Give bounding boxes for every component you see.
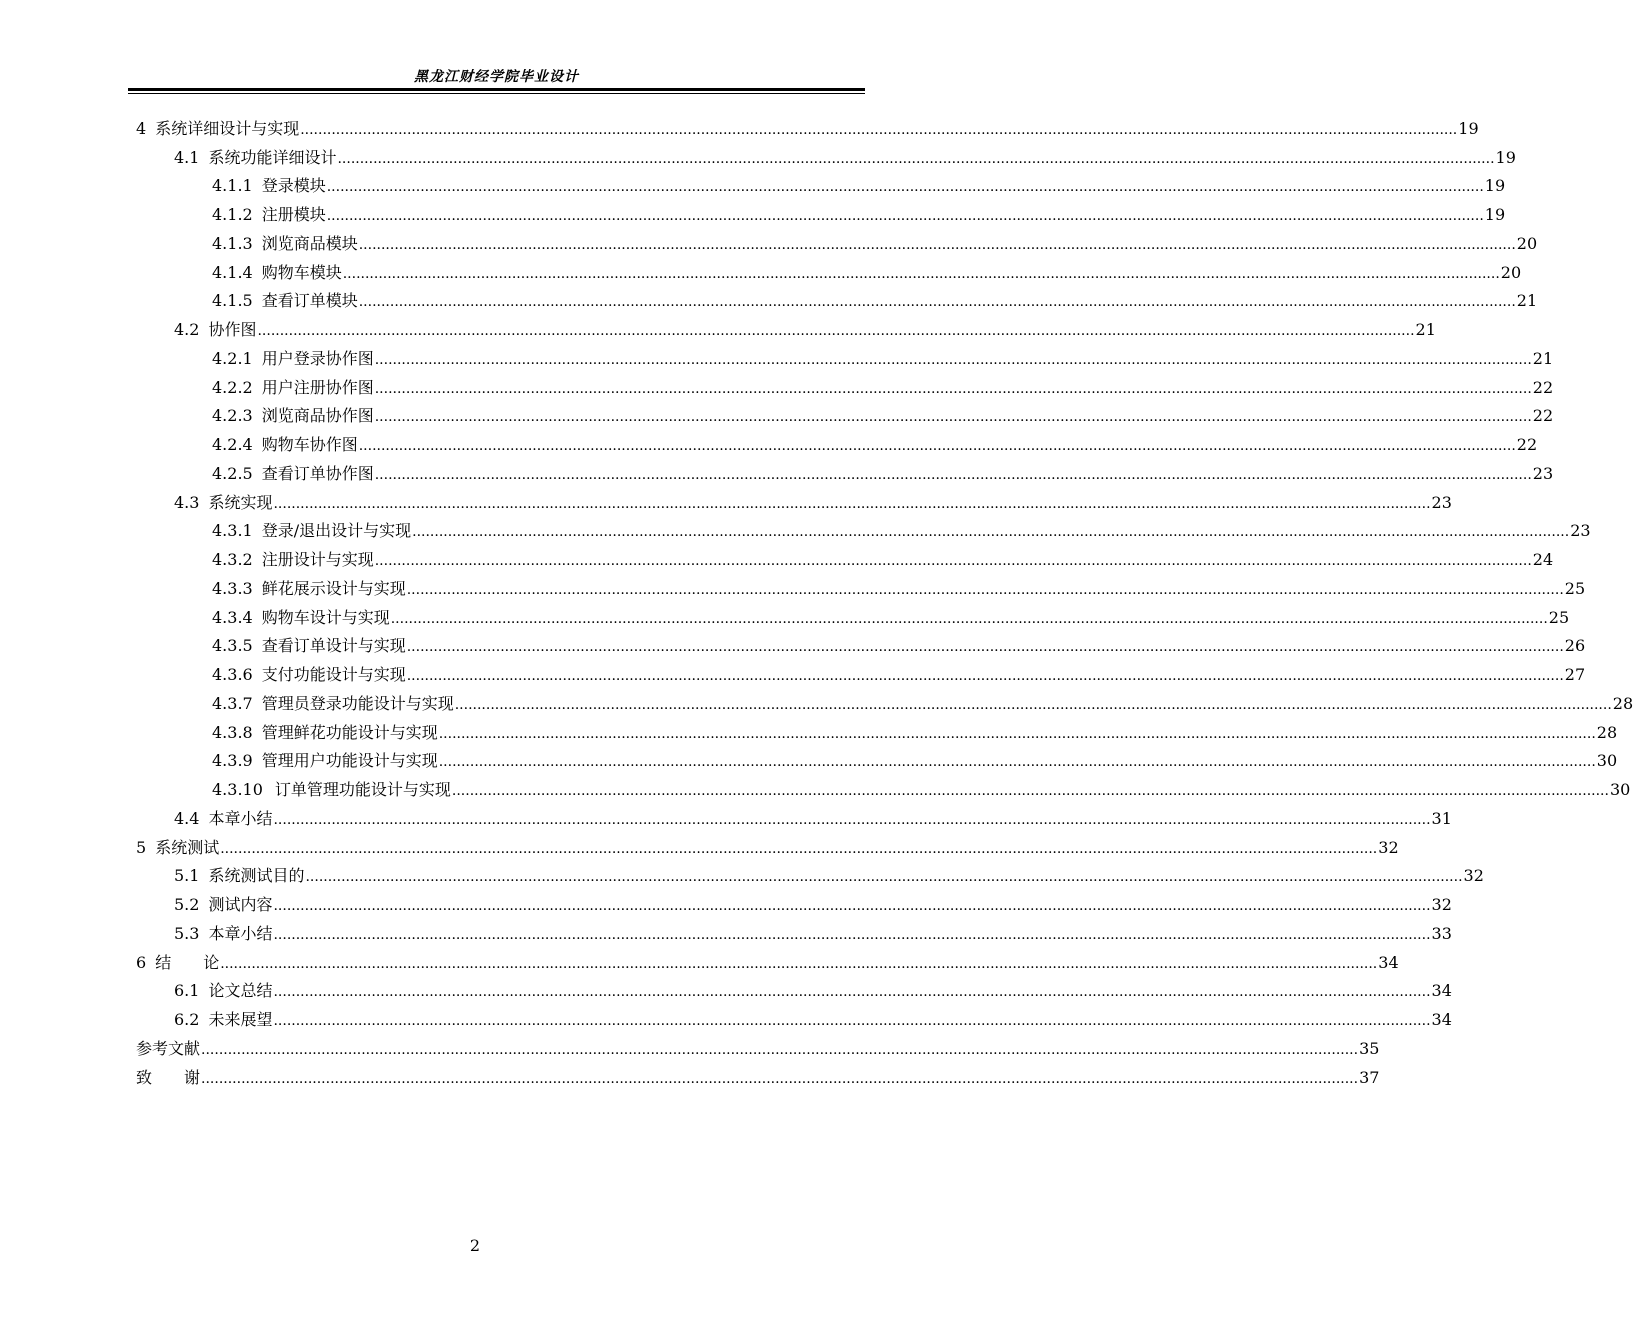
toc-entry-title: 本章小结 xyxy=(208,923,273,943)
toc-entry[interactable] xyxy=(136,459,1554,488)
toc-dot-leader: .................................................................................................................................................................................................................................................................... xyxy=(451,783,1609,799)
toc-entry-title: 购物车设计与实现 xyxy=(261,607,390,627)
toc-entry-page: 31 xyxy=(1431,808,1452,828)
toc-entry-number: 4.2.4 xyxy=(212,435,253,454)
toc-entry-number: 4.3.3 xyxy=(212,578,253,598)
toc-entry[interactable] xyxy=(136,430,1538,459)
toc-entry[interactable] xyxy=(136,373,1554,402)
toc-entry[interactable] xyxy=(136,545,1554,574)
toc-entry-page: 28 xyxy=(1612,693,1633,713)
toc-entry-page: 19 xyxy=(1458,118,1479,138)
toc-entry-title: 购物车模块 xyxy=(261,262,342,282)
toc-entry-title: 查看订单协作图 xyxy=(261,463,374,483)
toc-dot-leader: .................................................................................................................................................................................................................................................................... xyxy=(358,438,1516,454)
toc-entry[interactable] xyxy=(136,718,1618,747)
toc-dot-leader: .................................................................................................................................................................................................................................................................... xyxy=(358,294,1516,311)
toc-dot-leader: .................................................................................................................................................................................................................................................................... xyxy=(305,869,1463,886)
toc-dot-leader: .................................................................................................................................................................................................................................................................... xyxy=(406,639,1564,656)
toc-entry-title: 购物车协作图 xyxy=(261,435,358,454)
toc-entry-title: 系统测试目的 xyxy=(208,866,305,886)
toc-entry[interactable] xyxy=(136,919,1452,948)
toc-dot-leader: .................................................................................................................................................................................................................................................................... xyxy=(406,581,1564,598)
toc-entry[interactable] xyxy=(136,315,1436,344)
toc-entry-number: 4 xyxy=(136,118,147,138)
toc-entry-number: 4.1 xyxy=(174,147,200,167)
toc-entry-page: 34 xyxy=(1431,1010,1452,1029)
toc-entry[interactable] xyxy=(136,488,1452,517)
toc-entry-title: 管理用户功能设计与实现 xyxy=(261,751,438,771)
toc-entry-title: 协作图 xyxy=(208,320,257,339)
toc-entry-number: 4.2.2 xyxy=(212,377,253,397)
toc-dot-leader: .................................................................................................................................................................................................................................................................... xyxy=(374,380,1532,397)
toc-entry-number: 4.1.1 xyxy=(212,176,253,196)
toc-entry-number: 4.1.2 xyxy=(212,205,253,224)
toc-entry-page: 23 xyxy=(1532,463,1554,483)
toc-entry-page: 32 xyxy=(1431,895,1452,914)
toc-dot-leader: .................................................................................................................................................................................................................................................................... xyxy=(342,265,1500,282)
header-rule-thin xyxy=(128,93,865,94)
toc-entry-number: 4.3.2 xyxy=(212,550,253,569)
toc-entry[interactable] xyxy=(136,1005,1452,1034)
toc-entry-page: 33 xyxy=(1431,923,1452,943)
toc-entry[interactable] xyxy=(136,689,1633,718)
toc-dot-leader: .................................................................................................................................................................................................................................................................... xyxy=(374,409,1532,426)
toc-entry[interactable] xyxy=(136,890,1452,919)
toc-entry-number: 4.3.5 xyxy=(212,636,253,656)
toc-entry-page: 21 xyxy=(1516,291,1538,311)
toc-entry-title: 参考文献 xyxy=(136,1038,201,1058)
toc-entry-number: 5.2 xyxy=(174,895,200,914)
toc-entry[interactable] xyxy=(136,402,1554,431)
toc-entry[interactable] xyxy=(136,632,1586,661)
toc-entry-number: 4.3.1 xyxy=(212,521,253,541)
toc-dot-leader: .................................................................................................................................................................................................................................................................... xyxy=(438,725,1596,742)
toc-entry-page: 27 xyxy=(1564,665,1586,684)
toc-entry[interactable] xyxy=(136,747,1618,776)
table-of-contents xyxy=(136,114,1633,1092)
toc-entry-page: 22 xyxy=(1532,377,1554,397)
toc-entry-number: 4.3.6 xyxy=(212,665,253,684)
toc-entry-title: 查看订单模块 xyxy=(261,291,358,311)
toc-entry[interactable] xyxy=(136,114,1479,143)
toc-entry-title: 浏览商品协作图 xyxy=(261,406,374,426)
toc-entry[interactable] xyxy=(136,172,1506,201)
toc-dot-leader: .................................................................................................................................................................................................................................................................... xyxy=(390,610,1548,627)
toc-entry-title: 管理鲜花功能设计与实现 xyxy=(261,722,438,742)
toc-entry-page: 20 xyxy=(1500,262,1522,282)
toc-entry-title: 未来展望 xyxy=(208,1010,273,1029)
toc-dot-leader: .................................................................................................................................................................................................................................................................... xyxy=(454,696,1612,713)
toc-entry-title: 用户登录协作图 xyxy=(261,348,374,368)
toc-dot-leader: .................................................................................................................................................................................................................................................................... xyxy=(273,984,1431,1001)
toc-dot-leader: .................................................................................................................................................................................................................................................................... xyxy=(337,150,1495,167)
toc-entry-number: 4.3.9 xyxy=(212,751,253,771)
toc-entry[interactable] xyxy=(136,775,1631,804)
toc-entry-title: 测试内容 xyxy=(208,895,273,914)
toc-dot-leader: .................................................................................................................................................................................................................................................................... xyxy=(201,1070,1359,1087)
toc-entry-number: 5.1 xyxy=(174,866,200,886)
toc-dot-leader: .................................................................................................................................................................................................................................................................... xyxy=(273,811,1431,828)
toc-entry-page: 24 xyxy=(1532,550,1554,569)
toc-entry-page: 19 xyxy=(1484,205,1506,224)
toc-dot-leader: .................................................................................................................................................................................................................................................................... xyxy=(300,121,1458,138)
toc-dot-leader: .................................................................................................................................................................................................................................................................... xyxy=(374,351,1532,368)
toc-dot-leader: .................................................................................................................................................................................................................................................................... xyxy=(220,840,1378,857)
toc-entry[interactable] xyxy=(136,517,1591,546)
toc-entry-page: 30 xyxy=(1596,751,1618,771)
toc-dot-leader: .................................................................................................................................................................................................................................................................... xyxy=(358,236,1516,253)
toc-entry-page: 21 xyxy=(1532,348,1554,368)
header-rule xyxy=(128,88,865,91)
toc-entry-number: 4.3 xyxy=(174,492,200,512)
toc-entry-number: 4.3.7 xyxy=(212,693,253,713)
toc-entry-title: 支付功能设计与实现 xyxy=(261,665,406,684)
toc-entry[interactable] xyxy=(136,200,1506,229)
toc-entry-title: 系统功能详细设计 xyxy=(208,147,337,167)
toc-entry-title: 订单管理功能设计与实现 xyxy=(274,780,451,799)
toc-entry-page: 35 xyxy=(1359,1038,1380,1058)
toc-entry-number: 5 xyxy=(136,837,147,857)
toc-entry-title: 管理员登录功能设计与实现 xyxy=(261,693,454,713)
toc-entry-page: 19 xyxy=(1495,147,1516,167)
toc-entry-title: 致 谢 xyxy=(136,1067,201,1087)
toc-entry-page: 23 xyxy=(1431,492,1452,512)
toc-entry-number: 4.2 xyxy=(174,320,200,339)
toc-dot-leader: .................................................................................................................................................................................................................................................................... xyxy=(273,926,1431,943)
toc-dot-leader: .................................................................................................................................................................................................................................................................... xyxy=(374,466,1532,483)
toc-dot-leader: .................................................................................................................................................................................................................................................................... xyxy=(273,1013,1431,1029)
toc-dot-leader: .................................................................................................................................................................................................................................................................... xyxy=(326,208,1484,224)
toc-dot-leader: .................................................................................................................................................................................................................................................................... xyxy=(257,323,1415,339)
toc-entry-page: 25 xyxy=(1548,607,1570,627)
toc-entry-page: 34 xyxy=(1378,952,1399,972)
toc-entry-page: 20 xyxy=(1516,233,1538,253)
toc-entry-title: 注册模块 xyxy=(261,205,326,224)
toc-entry-page: 26 xyxy=(1564,636,1586,656)
toc-entry[interactable] xyxy=(136,229,1538,258)
toc-entry[interactable] xyxy=(136,258,1522,287)
toc-dot-leader: .................................................................................................................................................................................................................................................................... xyxy=(406,668,1564,684)
toc-entry-number: 6 xyxy=(136,952,147,972)
toc-entry-page: 32 xyxy=(1378,837,1399,857)
toc-entry-title: 结 论 xyxy=(155,952,220,972)
toc-entry-page: 19 xyxy=(1484,176,1506,196)
toc-entry-page: 32 xyxy=(1463,866,1484,886)
toc-entry-page: 22 xyxy=(1532,406,1554,426)
toc-entry-number: 4.3.8 xyxy=(212,722,253,742)
toc-entry-title: 论文总结 xyxy=(208,981,273,1001)
toc-entry-title: 系统测试 xyxy=(155,837,220,857)
toc-entry-number: 6.1 xyxy=(174,981,200,1001)
toc-entry[interactable] xyxy=(136,833,1399,862)
toc-entry[interactable] xyxy=(136,143,1516,172)
toc-entry-page: 37 xyxy=(1359,1067,1380,1087)
toc-dot-leader: .................................................................................................................................................................................................................................................................... xyxy=(326,179,1484,196)
toc-entry[interactable] xyxy=(136,862,1484,891)
toc-entry[interactable] xyxy=(136,1063,1380,1092)
toc-entry[interactable] xyxy=(136,1034,1380,1063)
toc-entry-number: 4.2.5 xyxy=(212,463,253,483)
toc-entry-number: 4.1.3 xyxy=(212,233,253,253)
toc-dot-leader: .................................................................................................................................................................................................................................................................... xyxy=(374,553,1532,569)
toc-entry-number: 4.3.10 xyxy=(212,780,263,799)
toc-entry-page: 34 xyxy=(1431,981,1452,1001)
toc-entry[interactable] xyxy=(136,344,1554,373)
toc-entry[interactable] xyxy=(136,977,1452,1006)
toc-entry-number: 4.1.5 xyxy=(212,291,253,311)
toc-entry-title: 浏览商品模块 xyxy=(261,233,358,253)
toc-entry-title: 登录模块 xyxy=(261,176,326,196)
toc-entry-number: 4.3.4 xyxy=(212,607,253,627)
toc-entry-number: 4.2.1 xyxy=(212,348,253,368)
toc-entry-title: 系统实现 xyxy=(208,492,273,512)
page-header-title: 黑龙江财经学院毕业设计 xyxy=(414,69,579,85)
toc-entry-number: 6.2 xyxy=(174,1010,200,1029)
toc-entry-number: 4.1.4 xyxy=(212,262,253,282)
toc-entry-title: 注册设计与实现 xyxy=(261,550,374,569)
toc-entry-title: 系统详细设计与实现 xyxy=(155,118,300,138)
toc-entry-number: 5.3 xyxy=(174,923,200,943)
page-number: 2 xyxy=(469,1236,481,1255)
toc-entry-page: 30 xyxy=(1609,780,1631,799)
toc-entry-page: 23 xyxy=(1570,521,1591,541)
toc-entry-page: 22 xyxy=(1516,435,1538,454)
toc-entry[interactable] xyxy=(136,287,1538,316)
toc-dot-leader: .................................................................................................................................................................................................................................................................... xyxy=(273,495,1431,512)
toc-entry[interactable] xyxy=(136,804,1452,833)
toc-entry-page: 28 xyxy=(1596,722,1618,742)
toc-entry-title: 用户注册协作图 xyxy=(261,377,374,397)
toc-dot-leader: .................................................................................................................................................................................................................................................................... xyxy=(412,524,1570,541)
toc-entry-title: 查看订单设计与实现 xyxy=(261,636,406,656)
toc-entry-number: 4.4 xyxy=(174,808,200,828)
toc-dot-leader: .................................................................................................................................................................................................................................................................... xyxy=(438,754,1596,771)
toc-entry[interactable] xyxy=(136,603,1570,632)
toc-entry[interactable] xyxy=(136,948,1399,977)
toc-entry-page: 25 xyxy=(1564,578,1586,598)
toc-entry[interactable] xyxy=(136,574,1586,603)
toc-entry-title: 登录/退出设计与实现 xyxy=(261,521,412,541)
toc-dot-leader: .................................................................................................................................................................................................................................................................... xyxy=(201,1041,1359,1058)
toc-entry-title: 鲜花展示设计与实现 xyxy=(261,578,406,598)
toc-entry-title: 本章小结 xyxy=(208,808,273,828)
toc-entry-page: 21 xyxy=(1415,320,1436,339)
toc-dot-leader: .................................................................................................................................................................................................................................................................... xyxy=(220,955,1378,972)
toc-entry-number: 4.2.3 xyxy=(212,406,253,426)
toc-dot-leader: .................................................................................................................................................................................................................................................................... xyxy=(273,898,1431,914)
toc-entry[interactable] xyxy=(136,660,1586,689)
